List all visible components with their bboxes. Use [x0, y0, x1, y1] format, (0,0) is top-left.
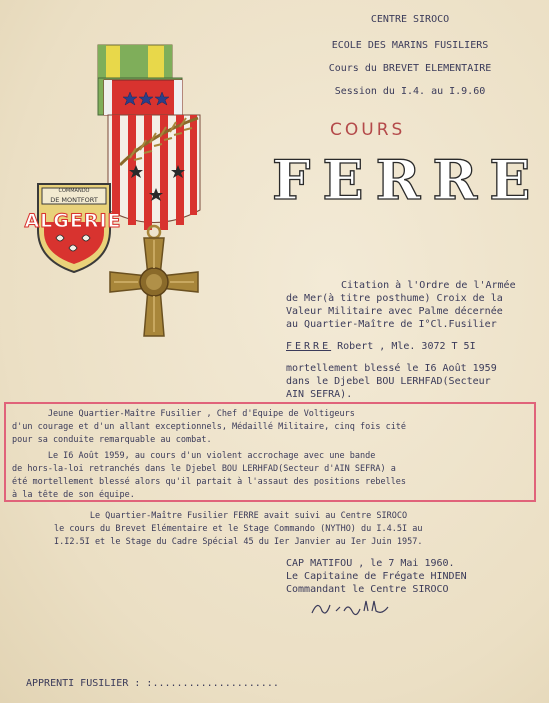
footer-line — [26, 678, 279, 690]
citation-line-8: AIN SEFRA). — [286, 389, 353, 400]
signature-icon — [308, 595, 398, 619]
apprenti-label: APPRENTI FUSILIER : — [26, 678, 147, 689]
header-line-3: Cours du BREVET ELEMENTAIRE — [328, 63, 492, 74]
badge-region: ALGERIE — [24, 210, 122, 232]
badge-commando-name: DE MONTFORT — [50, 196, 98, 204]
signoff-role: Commandant le Centre SIROCO — [286, 584, 449, 595]
name-title: FERRE — [272, 148, 543, 212]
citation-name-line — [286, 341, 476, 353]
closing-line-3: I.I2.5I et le Stage du Cadre Spécial 45 du Ier Janvier au Ier Juin 1957. — [54, 537, 423, 547]
citation-line-6: mortellement blessé le I6 Août 1959 — [286, 363, 497, 374]
box-line-1: Jeune Quartier-Maître Fusilier , Chef d'Equipe de Voltigeurs — [12, 409, 355, 419]
signoff-rank: Le Capitaine de Frégate HINDEN — [286, 571, 467, 582]
closing-line-2: le cours du Brevet Elémentaire et le Stage Commando (NYTHO) du I.4.5I au — [54, 524, 423, 534]
header-line-4: Session du I.4. au I.9.60 — [334, 86, 486, 97]
closing-line-1: Le Quartier-Maître Fusilier FERRE avait suivi au Centre SIROCO — [54, 511, 408, 521]
commando-badge-icon — [12, 180, 134, 275]
header-line-1: CENTRE SIROCO — [370, 14, 450, 25]
box-line-7: à la tête de son équipe. — [12, 490, 135, 500]
badge-commando-label: COMMANDO — [58, 188, 90, 194]
citation-line-1: Citation à l'Ordre de l'Armée — [341, 280, 516, 291]
citation-surname: FERRE — [286, 341, 332, 352]
apprenti-value: :..................... — [146, 678, 279, 689]
citation-line-7: dans le Djebel BOU LERHFAD(Secteur — [286, 376, 491, 387]
course-label: COURS — [330, 120, 406, 140]
citation-line-4: au Quartier-Maître de I°Cl.Fusilier — [286, 319, 497, 330]
signoff-place-date: CAP MATIFOU , le 7 Mai 1960. — [286, 558, 455, 569]
box-line-2: d'un courage et d'un allant exceptionnels, Médaillé Militaire, cinq fois cité — [12, 422, 407, 432]
header-line-2: ECOLE DES MARINS FUSILIERS — [331, 40, 489, 51]
box-line-6: été mortellement blessé alors qu'il partait à l'assaut des positions rebelles — [12, 477, 407, 487]
box-line-3: pour sa conduite remarquable au combat. — [12, 435, 212, 445]
box-line-4: Le I6 Août 1959, au cours d'un violent accrochage avec une bande — [12, 451, 376, 461]
citation-line-2: de Mer(à titre posthume) Croix de la — [286, 293, 503, 304]
citation-line-3: Valeur Militaire avec Palme décernée — [286, 306, 503, 317]
box-line-5: de hors-la-loi retranchés dans le Djebel BOU LERHFAD(Secteur d'AIN SEFRA) a — [12, 464, 396, 474]
citation-name-rest: Robert , Mle. 3072 T 5I — [331, 341, 476, 352]
